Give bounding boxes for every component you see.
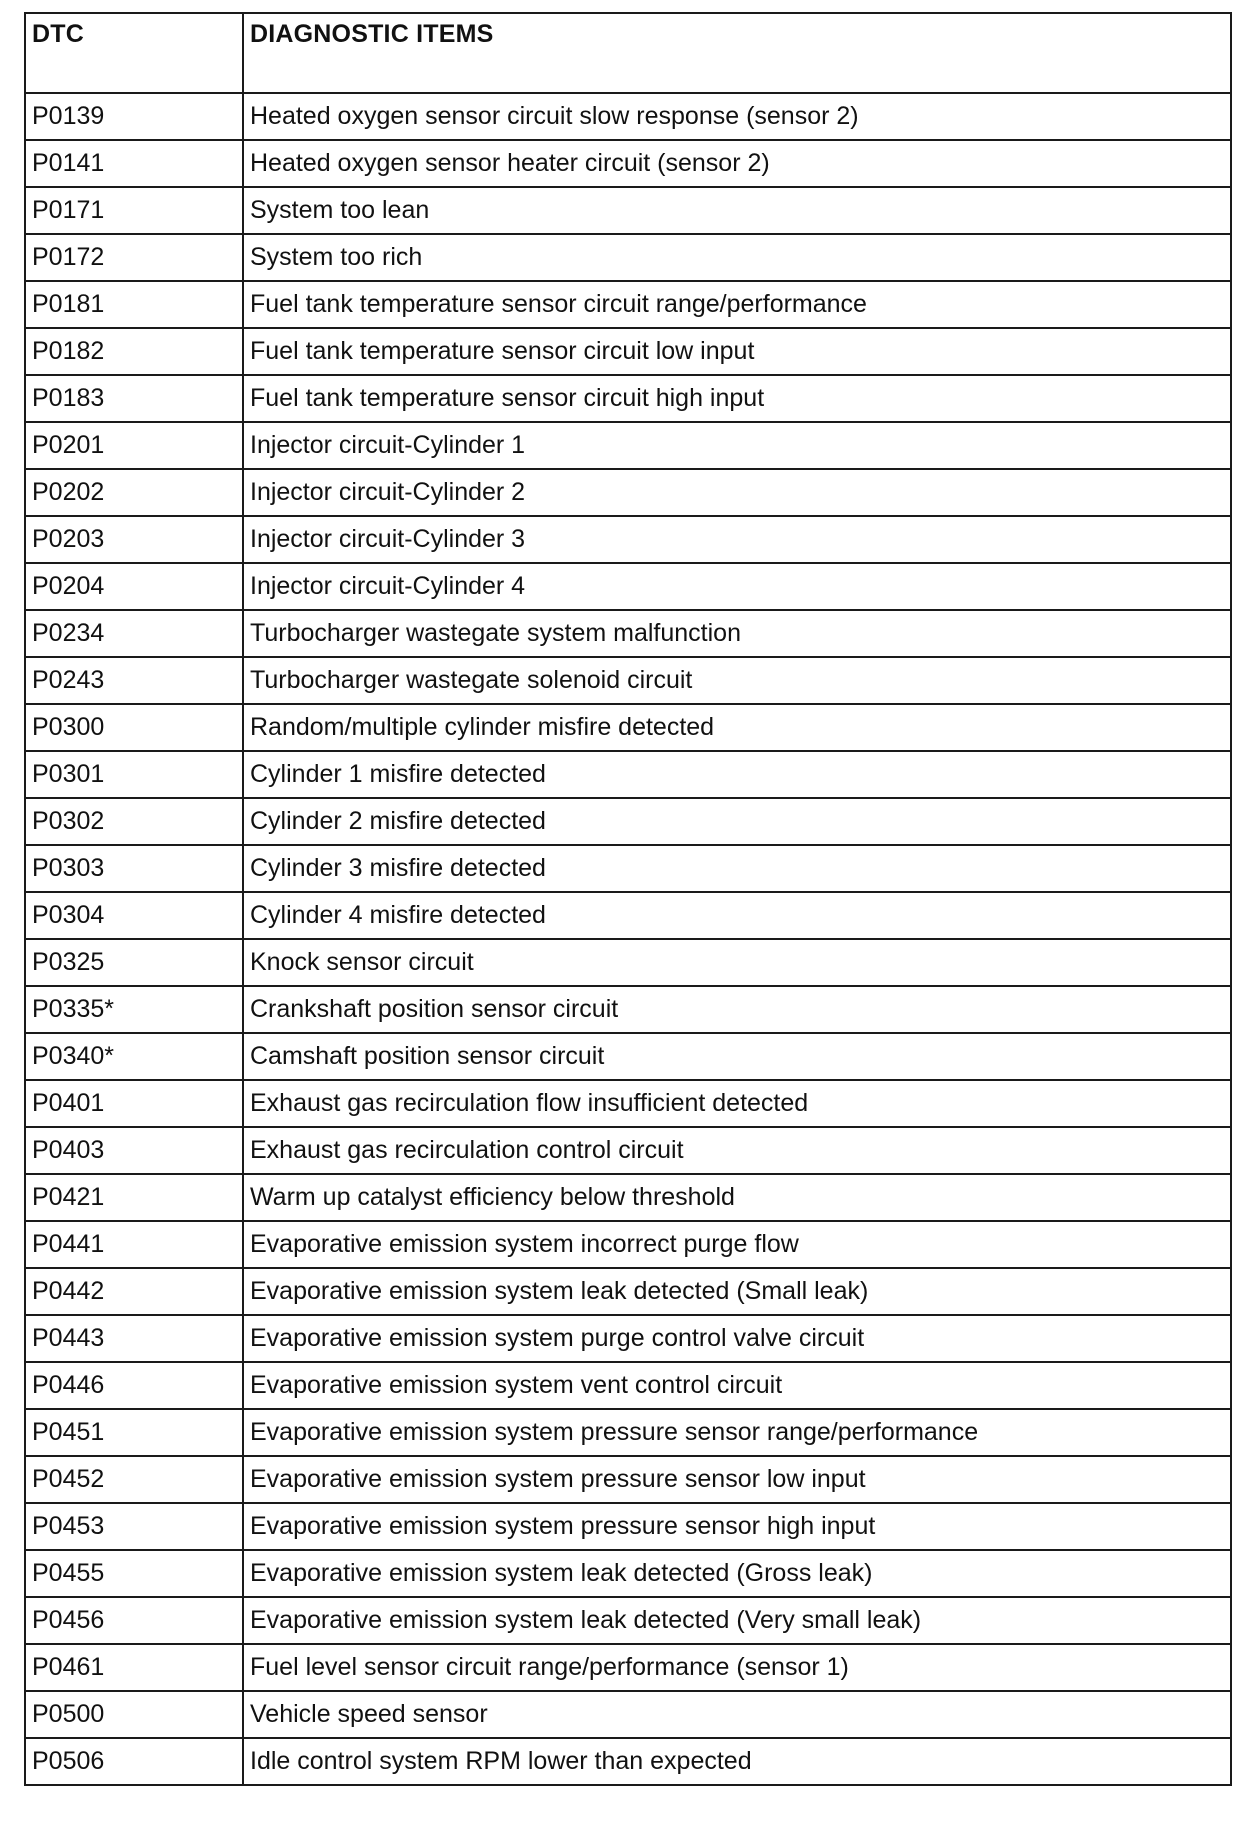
diagnostic-item-cell: Knock sensor circuit: [243, 939, 1231, 986]
diagnostic-item-cell: System too lean: [243, 187, 1231, 234]
dtc-code-cell: P0401: [25, 1080, 243, 1127]
diagnostic-item-cell: Cylinder 4 misfire detected: [243, 892, 1231, 939]
diagnostic-item-cell: Fuel tank temperature sensor circuit low input: [243, 328, 1231, 375]
diagnostic-item-cell: Exhaust gas recirculation control circuit: [243, 1127, 1231, 1174]
dtc-code-cell: P0181: [25, 281, 243, 328]
dtc-code-cell: P0141: [25, 140, 243, 187]
table-row: [25, 1221, 1231, 1268]
dtc-code-cell: P0204: [25, 563, 243, 610]
table-row: [25, 1315, 1231, 1362]
table-row: [25, 469, 1231, 516]
diagnostic-item-cell: Fuel tank temperature sensor circuit high input: [243, 375, 1231, 422]
diagnostic-item-cell: Random/multiple cylinder misfire detected: [243, 704, 1231, 751]
dtc-code-cell: P0446: [25, 1362, 243, 1409]
dtc-code-cell: P0340*: [25, 1033, 243, 1080]
dtc-code-cell: P0452: [25, 1456, 243, 1503]
table-row: [25, 939, 1231, 986]
table-row: [25, 845, 1231, 892]
table-row: [25, 234, 1231, 281]
diagnostic-item-cell: System too rich: [243, 234, 1231, 281]
table-row: [25, 1456, 1231, 1503]
table-row: [25, 1080, 1231, 1127]
header-dtc: DTC: [25, 13, 243, 93]
dtc-code-cell: P0243: [25, 657, 243, 704]
diagnostic-item-cell: Cylinder 1 misfire detected: [243, 751, 1231, 798]
table-row: [25, 1550, 1231, 1597]
diagnostic-item-cell: Evaporative emission system pressure sensor low input: [243, 1456, 1231, 1503]
table-row: [25, 1362, 1231, 1409]
table-row: [25, 281, 1231, 328]
diagnostic-item-cell: Evaporative emission system purge control valve circuit: [243, 1315, 1231, 1362]
dtc-code-cell: P0500: [25, 1691, 243, 1738]
table-row: [25, 798, 1231, 845]
table-row: [25, 1503, 1231, 1550]
table-row: [25, 610, 1231, 657]
diagnostic-item-cell: Evaporative emission system leak detected (Very small leak): [243, 1597, 1231, 1644]
dtc-code-cell: P0301: [25, 751, 243, 798]
table-row: [25, 892, 1231, 939]
dtc-code-cell: P0171: [25, 187, 243, 234]
diagnostic-item-cell: Heated oxygen sensor circuit slow response (sensor 2): [243, 93, 1231, 140]
table-row: [25, 1174, 1231, 1221]
diagnostic-item-cell: Evaporative emission system pressure sensor range/performance: [243, 1409, 1231, 1456]
table-row: [25, 140, 1231, 187]
table-row: [25, 375, 1231, 422]
table-row: [25, 1409, 1231, 1456]
table-row: [25, 187, 1231, 234]
diagnostic-item-cell: Evaporative emission system leak detected (Gross leak): [243, 1550, 1231, 1597]
diagnostic-item-cell: Idle control system RPM lower than expected: [243, 1738, 1231, 1785]
dtc-code-cell: P0451: [25, 1409, 243, 1456]
dtc-code-cell: P0303: [25, 845, 243, 892]
dtc-code-cell: P0335*: [25, 986, 243, 1033]
diagnostic-item-cell: Warm up catalyst efficiency below threshold: [243, 1174, 1231, 1221]
dtc-code-cell: P0182: [25, 328, 243, 375]
diagnostic-item-cell: Evaporative emission system incorrect purge flow: [243, 1221, 1231, 1268]
table-row: [25, 1691, 1231, 1738]
table-row: [25, 328, 1231, 375]
table-header-row: [25, 13, 1231, 93]
dtc-code-cell: P0403: [25, 1127, 243, 1174]
dtc-code-cell: P0202: [25, 469, 243, 516]
dtc-code-cell: P0453: [25, 1503, 243, 1550]
diagnostic-item-cell: Turbocharger wastegate solenoid circuit: [243, 657, 1231, 704]
table-row: [25, 986, 1231, 1033]
table-row: [25, 1597, 1231, 1644]
diagnostic-item-cell: Evaporative emission system pressure sensor high input: [243, 1503, 1231, 1550]
dtc-code-cell: P0302: [25, 798, 243, 845]
dtc-code-cell: P0203: [25, 516, 243, 563]
table-row: [25, 1738, 1231, 1785]
table-row: [25, 704, 1231, 751]
dtc-code-cell: P0442: [25, 1268, 243, 1315]
diagnostic-item-cell: Exhaust gas recirculation flow insufficient detected: [243, 1080, 1231, 1127]
table-body: [25, 93, 1231, 1785]
dtc-code-cell: P0461: [25, 1644, 243, 1691]
diagnostic-item-cell: Cylinder 2 misfire detected: [243, 798, 1231, 845]
table-row: [25, 1033, 1231, 1080]
diagnostic-item-cell: Heated oxygen sensor heater circuit (sensor 2): [243, 140, 1231, 187]
diagnostic-item-cell: Cylinder 3 misfire detected: [243, 845, 1231, 892]
diagnostic-item-cell: Injector circuit-Cylinder 1: [243, 422, 1231, 469]
dtc-code-cell: P0183: [25, 375, 243, 422]
diagnostic-item-cell: Camshaft position sensor circuit: [243, 1033, 1231, 1080]
diagnostic-item-cell: Crankshaft position sensor circuit: [243, 986, 1231, 1033]
diagnostic-item-cell: Evaporative emission system leak detected (Small leak): [243, 1268, 1231, 1315]
table-row: [25, 1127, 1231, 1174]
table-row: [25, 1644, 1231, 1691]
dtc-code-cell: P0172: [25, 234, 243, 281]
table-row: [25, 657, 1231, 704]
diagnostic-item-cell: Vehicle speed sensor: [243, 1691, 1231, 1738]
dtc-code-cell: P0304: [25, 892, 243, 939]
table-row: [25, 751, 1231, 798]
dtc-code-cell: P0234: [25, 610, 243, 657]
table-row: [25, 516, 1231, 563]
dtc-code-cell: P0421: [25, 1174, 243, 1221]
table-row: [25, 1268, 1231, 1315]
diagnostic-item-cell: Fuel level sensor circuit range/performance (sensor 1): [243, 1644, 1231, 1691]
dtc-code-cell: P0325: [25, 939, 243, 986]
diagnostic-item-cell: Turbocharger wastegate system malfunction: [243, 610, 1231, 657]
dtc-code-cell: P0455: [25, 1550, 243, 1597]
dtc-code-cell: P0300: [25, 704, 243, 751]
diagnostic-item-cell: Evaporative emission system vent control circuit: [243, 1362, 1231, 1409]
dtc-code-cell: P0441: [25, 1221, 243, 1268]
header-diagnostic-items: DIAGNOSTIC ITEMS: [243, 13, 1231, 93]
table-row: [25, 563, 1231, 610]
dtc-code-cell: P0456: [25, 1597, 243, 1644]
table-row: [25, 422, 1231, 469]
diagnostic-item-cell: Injector circuit-Cylinder 2: [243, 469, 1231, 516]
dtc-code-cell: P0139: [25, 93, 243, 140]
dtc-code-cell: P0506: [25, 1738, 243, 1785]
diagnostic-item-cell: Injector circuit-Cylinder 3: [243, 516, 1231, 563]
diagnostic-item-cell: Fuel tank temperature sensor circuit range/performance: [243, 281, 1231, 328]
table-row: [25, 93, 1231, 140]
dtc-code-cell: P0201: [25, 422, 243, 469]
diagnostic-item-cell: Injector circuit-Cylinder 4: [243, 563, 1231, 610]
dtc-code-cell: P0443: [25, 1315, 243, 1362]
dtc-table: [24, 12, 1232, 1786]
